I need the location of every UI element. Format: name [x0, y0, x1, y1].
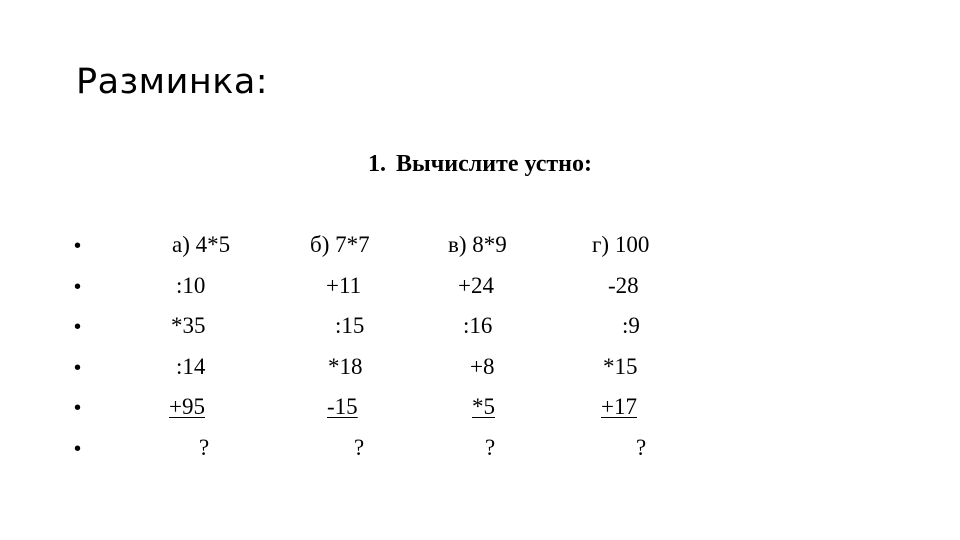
cell-col-b: ? — [354, 434, 365, 460]
cell-col-b: -15 — [327, 394, 358, 419]
exercise-row — [0, 307, 960, 348]
cell-col-d: -28 — [608, 272, 639, 298]
exercise-row — [0, 388, 960, 429]
cell-col-d: +17 — [601, 394, 637, 419]
exercise-row — [0, 348, 960, 389]
bullet-icon: • — [74, 437, 82, 460]
cell-col-d: :9 — [622, 313, 640, 338]
cell-col-c: в) 8*9 — [448, 232, 507, 257]
cell-col-c: +8 — [470, 353, 495, 379]
cell-col-c: ? — [485, 434, 496, 460]
cell-col-b: +11 — [326, 272, 362, 298]
cell-col-b: *18 — [328, 353, 363, 379]
cell-col-d: ? — [636, 434, 647, 460]
cell-col-a: :10 — [176, 272, 206, 298]
cell-col-b: б) 7*7 — [310, 232, 370, 257]
exercise-row — [0, 429, 960, 470]
cell-col-a: *35 — [171, 313, 206, 338]
bullet-icon: • — [74, 275, 82, 298]
cell-col-a: :14 — [176, 353, 206, 379]
cell-col-a: ? — [199, 434, 210, 460]
slide-title: Разминка: — [76, 62, 269, 102]
cell-col-d: *15 — [603, 353, 638, 379]
exercise-row — [0, 267, 960, 308]
task-heading — [0, 148, 960, 180]
task-number: 1. — [367, 151, 386, 177]
task-text: Вычислите устно: — [395, 151, 593, 177]
cell-col-a: +95 — [169, 394, 205, 419]
cell-col-c: *5 — [472, 394, 495, 419]
cell-col-b: :15 — [335, 313, 365, 338]
exercise-row — [0, 226, 960, 267]
bullet-icon: • — [74, 397, 82, 419]
bullet-icon: • — [74, 235, 82, 257]
cell-col-a: а) 4*5 — [172, 232, 231, 257]
cell-col-c: +24 — [458, 272, 494, 298]
cell-col-c: :16 — [463, 313, 493, 338]
bullet-icon: • — [74, 316, 82, 338]
exercise-list — [0, 226, 960, 469]
cell-col-d: г) 100 — [592, 232, 650, 257]
bullet-icon: • — [74, 356, 82, 379]
